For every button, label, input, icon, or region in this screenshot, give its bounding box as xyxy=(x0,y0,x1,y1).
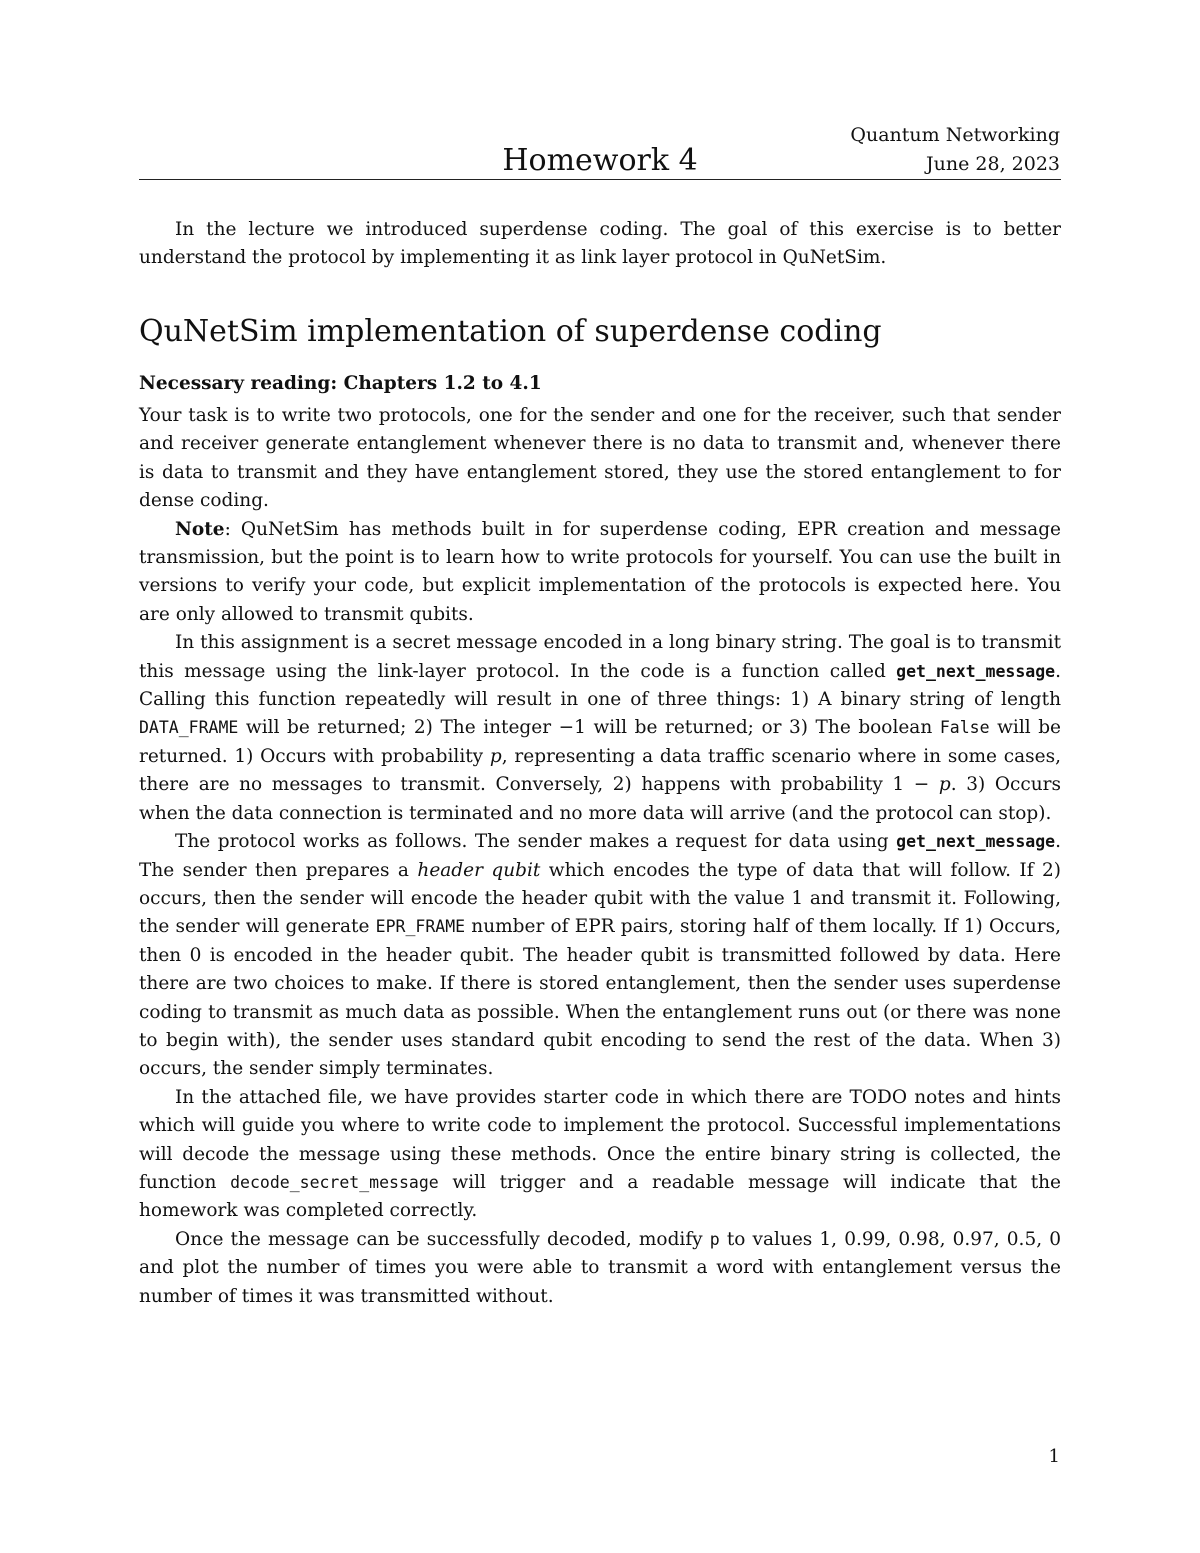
homework-date: June 28, 2023 xyxy=(926,153,1060,175)
header-qubit-term: header qubit xyxy=(417,859,541,881)
note-label: Note xyxy=(175,518,225,540)
section-title: QuNetSim implementation of superdense coding xyxy=(139,314,882,349)
code-epr-frame: EPR_FRAME xyxy=(375,917,466,937)
text-run: . The sender then prepares a xyxy=(139,831,1061,881)
note-text: : QuNetSim has methods built in for superdense coding, EPR creation and message transmission, but the point is to learn how to write protocols for yourself. You can use the built in versions to verify your code, but explicit implementation of the protocols is expected here. You are only allowed to transmit qubits. xyxy=(139,518,1061,625)
text-run: to values 1, 0.99, 0.98, 0.97, 0.5, 0 and plot the number of times you were able to transmit a word with entanglement versus the number of times it was transmitted without. xyxy=(139,1228,1061,1307)
text-run: In the attached file, we have provides starter code in which there are TODO notes and hints which will guide you where to write code to implement the protocol. Successful implementations will decode the message using these methods. Once the entire binary string is collected, the function xyxy=(139,1086,1061,1193)
text-run: will be returned. 1) Occurs with probability xyxy=(139,717,1062,767)
page-number: 1 xyxy=(1048,1446,1060,1467)
course-name: Quantum Networking xyxy=(850,124,1060,146)
plot-paragraph xyxy=(139,1226,1061,1311)
text-run: will trigger and a readable message will indicate that the homework was completed correctly. xyxy=(139,1171,1061,1222)
text-run: In this assignment is a secret message encoded in a long binary string. The goal is to transmit this message using the link-layer protocol. In the code is a function called xyxy=(139,632,1061,682)
starter-code-paragraph xyxy=(139,1084,1061,1226)
text-run: will be returned; 2) The integer −1 will be returned; or 3) The boolean xyxy=(238,717,940,739)
main-body xyxy=(139,402,1061,1311)
code-data-frame: DATA_FRAME xyxy=(139,718,239,738)
task-paragraph: Your task is to write two protocols, one for the sender and one for the receiver, such that sender and receiver generate entanglement whenever there is no data to transmit and, whenever there is data to transmit and they have entanglement stored, they use the stored entanglement to for dense coding. xyxy=(139,405,1061,512)
code-get-next-message: get_next_message xyxy=(896,661,1056,681)
note-paragraph xyxy=(139,516,1061,630)
intro-paragraph: In the lecture we introduced superdense coding. The goal of this exercise is to better understand the protocol by implementing it as link layer protocol in QuNetSim. xyxy=(139,219,1061,269)
protocol-paragraph xyxy=(139,828,1061,1084)
code-get-next-message: get_next_message xyxy=(896,832,1056,852)
text-run: . 3) Occurs when the data connection is terminated and no more data will arrive (and the protocol can stop). xyxy=(139,774,1061,824)
intro-block xyxy=(139,216,1061,273)
text-run: which encodes the type of data that will follow. If 2) occurs, then the sender will encode the header qubit with the value 1 and transmit it. Following, the sender will generate xyxy=(139,859,1062,938)
text-run: The protocol works as follows. The sender makes a request for data using xyxy=(175,831,897,853)
code-p: p xyxy=(709,1229,720,1249)
text-run: number of EPR pairs, storing half of them locally. If 1) Occurs, then 0 is encoded in the header qubit. The header qubit is transmitted followed by data. Here there are two choices to make. If there is stored entanglement, then the sender uses superdense coding to transmit as much data as possible. When the entanglement runs out (or there was none to begin with), the sender uses standard qubit encoding to send the rest of the data. When 3) occurs, the sender simply terminates. xyxy=(139,916,1061,1080)
assignment-paragraph xyxy=(139,629,1061,828)
necessary-reading: Necessary reading: Chapters 1.2 to 4.1 xyxy=(139,373,542,394)
text-run: Once the message can be successfully decoded, modify xyxy=(175,1228,710,1250)
variable-p: p xyxy=(938,774,951,796)
text-run: , representing a data traffic scenario where in some cases, there are no messages to transmit. Conversely, 2) happens with probability 1 − xyxy=(139,745,1061,796)
code-decode-secret-message: decode_secret_message xyxy=(230,1172,439,1192)
variable-p: p xyxy=(489,745,502,767)
header-rule xyxy=(139,179,1061,180)
homework-title: Homework 4 xyxy=(502,143,698,178)
text-run: . Calling this function repeatedly will result in one of three things: 1) A binary string of length xyxy=(139,660,1061,711)
code-false: False xyxy=(939,718,990,738)
